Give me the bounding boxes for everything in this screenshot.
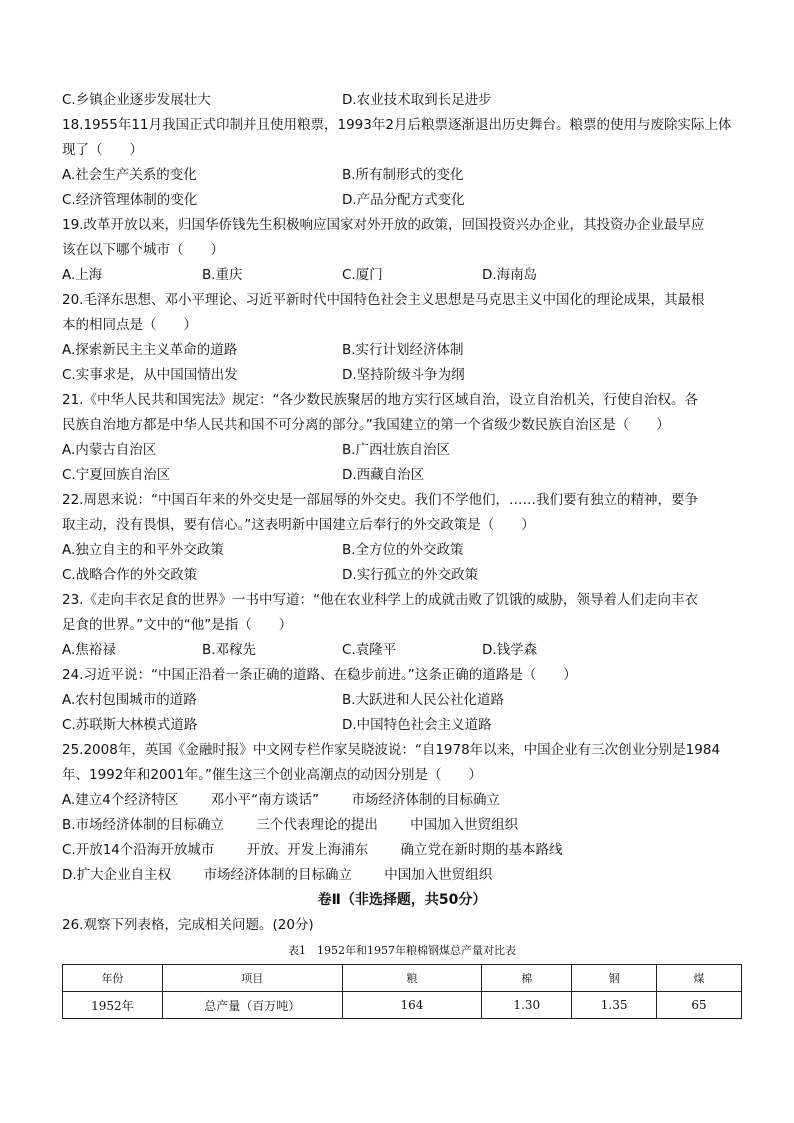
table-caption: 表1 1952年和1957年粮棉钢煤总产量对比表 (288, 944, 516, 957)
table-header: 项目 (162, 965, 342, 992)
q25-option-b (62, 813, 742, 838)
option-d: D.坚持阶级斗争为纲 (342, 367, 465, 383)
q24-stem-line1: 24.习近平说：“中国正沿着一条正确的道路、在稳步前进。”这条正确的道路是（ ） (62, 667, 577, 683)
table-header-row (63, 965, 742, 992)
table-header: 钢 (572, 965, 657, 992)
option-b: B.全方位的外交政策 (342, 542, 464, 558)
table-header: 年份 (63, 965, 163, 992)
option-d: D.实行孤立的外交政策 (342, 567, 479, 583)
option-part: A.建立4个经济特区 (62, 792, 179, 808)
table-header: 粮 (342, 965, 482, 992)
table-row (63, 992, 742, 1019)
option-d: D.中国特色社会主义道路 (342, 717, 492, 733)
option-c: C.宁夏回族自治区 (62, 467, 171, 483)
option-b: B.邓稼先 (202, 642, 257, 658)
table-header: 棉 (482, 965, 572, 992)
q23-stem-line1: 23.《走向丰衣足食的世界》一书中写道：“他在农业科学上的成就击败了饥饿的威胁，领导着人们走向丰衣 (62, 592, 698, 608)
option-part: 确立党在新时期的基本路线 (400, 842, 563, 858)
option-b: B.所有制形式的变化 (342, 167, 464, 183)
option-a: A.内蒙古自治区 (62, 442, 157, 458)
q22-stem-line2: 取主动，没有畏惧，要有信心。”这表明新中国建立后奉行的外交政策是（ ） (62, 517, 535, 533)
option-c: C.苏联斯大林模式道路 (62, 717, 198, 733)
q21-stem-line2: 民族自治地方都是中华人民共和国不可分离的部分。”我国建立的第一个省级少数民族自治区是（ ） (62, 417, 670, 433)
option-part: 邓小平“南方谈话” (210, 792, 320, 808)
q20-stem-line1: 20.毛泽东思想、邓小平理论、习近平新时代中国特色社会主义思想是马克思主义中国化的理论成果，其最根 (62, 292, 705, 308)
q22-options-row2 (62, 563, 742, 588)
option-part: 开放、开发上海浦东 (246, 842, 369, 858)
option-a: A.农村包围城市的道路 (62, 692, 197, 708)
option-d: D.海南岛 (482, 267, 538, 283)
q25-option-a (62, 788, 742, 813)
q20-options-row2 (62, 363, 742, 388)
table-cell: 1952年 (63, 992, 163, 1019)
option-c: C.厦门 (342, 267, 383, 283)
option-a: A.探索新民主主义革命的道路 (62, 342, 238, 358)
q24-options-row1 (62, 688, 742, 713)
option-part: 三个代表理论的提出 (256, 817, 378, 833)
option-d: D.西藏自治区 (342, 467, 425, 483)
option-d: D.农业技术取到长足进步 (342, 92, 492, 108)
q21-stem-line1: 21.《中华人民共和国宪法》规定：“各少数民族聚居的地方实行区域自治，设立自治机关，行使自治权。各 (62, 392, 698, 408)
q21-options-row2 (62, 463, 742, 488)
q26-stem: 26.观察下列表格，完成相关问题。(20分) (62, 917, 314, 933)
option-c: C.实事求是，从中国国情出发 (62, 367, 238, 383)
option-part: B.市场经济体制的目标确立 (62, 817, 225, 833)
option-a: A.社会生产关系的变化 (62, 167, 197, 183)
option-d: D.产品分配方式变化 (342, 192, 465, 208)
q25-option-d (62, 863, 742, 888)
option-part: D.扩大企业自主权 (62, 867, 172, 883)
q19-stem-line2: 该在以下哪个城市（ ） (62, 242, 224, 258)
q19-options (62, 263, 742, 288)
q20-stem-line2: 本的相同点是（ ） (62, 317, 197, 333)
table-cell: 65 (657, 992, 742, 1019)
option-b: B.重庆 (202, 267, 243, 283)
table-cell: 164 (342, 992, 482, 1019)
q18-stem-line2: 现了（ ） (62, 142, 143, 158)
q20-options-row1 (62, 338, 742, 363)
option-a: A.独立自主的和平外交政策 (62, 542, 224, 558)
q17-options (62, 88, 742, 113)
option-part: C.开放14个沿海开放城市 (62, 842, 215, 858)
option-part: 中国加入世贸组织 (410, 817, 519, 833)
q18-options-row1 (62, 163, 742, 188)
option-a: A.焦裕禄 (62, 642, 116, 658)
option-a: A.上海 (62, 267, 103, 283)
q24-options-row2 (62, 713, 742, 738)
section-title: 卷Ⅱ（非选择题，共50分） (317, 892, 487, 908)
exam-page (62, 88, 742, 1019)
q22-options-row1 (62, 538, 742, 563)
q21-options-row1 (62, 438, 742, 463)
data-table (62, 964, 742, 1019)
q25-stem-line2: 年、1992年和2001年。”催生这三个创业高潮点的动因分别是（ ） (62, 767, 482, 783)
option-part: 中国加入世贸组织 (384, 867, 493, 883)
option-part: 市场经济体制的目标确立 (203, 867, 352, 883)
option-c: C.战略合作的外交政策 (62, 567, 198, 583)
option-c: C.袁隆平 (342, 642, 397, 658)
q25-option-c (62, 838, 742, 863)
option-d: D.钱学森 (482, 642, 538, 658)
option-b: B.实行计划经济体制 (342, 342, 464, 358)
option-part: 市场经济体制的目标确立 (351, 792, 500, 808)
option-c: C.乡镇企业逐步发展壮大 (62, 92, 211, 108)
q18-stem-line1: 18.1955年11月我国正式印制并且使用粮票，1993年2月后粮票逐渐退出历史舞台。粮票的使用与废除实际上体 (62, 117, 732, 133)
table-cell: 总产量（百万吨） (162, 992, 342, 1019)
q22-stem-line1: 22.周恩来说：“中国百年来的外交史是一部屈辱的外交史。我们不学他们，……我们要有独立的精神，要争 (62, 492, 698, 508)
q25-stem-line1: 25.2008年，英国《金融时报》中文网专栏作家吴晓波说：“自1978年以来，中国企业有三次创业分别是1984 (62, 742, 721, 758)
q19-stem-line1: 19.改革开放以来，归国华侨钱先生积极响应国家对外开放的政策，回国投资兴办企业，其投资办企业最早应 (62, 217, 705, 233)
option-b: B.广西壮族自治区 (342, 442, 451, 458)
table-cell: 1.30 (482, 992, 572, 1019)
table-cell: 1.35 (572, 992, 657, 1019)
q18-options-row2 (62, 188, 742, 213)
q23-stem-line2: 足食的世界。”文中的“他”是指（ ） (62, 617, 293, 633)
table-header: 煤 (657, 965, 742, 992)
option-b: B.大跃进和人民公社化道路 (342, 692, 505, 708)
option-c: C.经济管理体制的变化 (62, 192, 198, 208)
q23-options (62, 638, 742, 663)
